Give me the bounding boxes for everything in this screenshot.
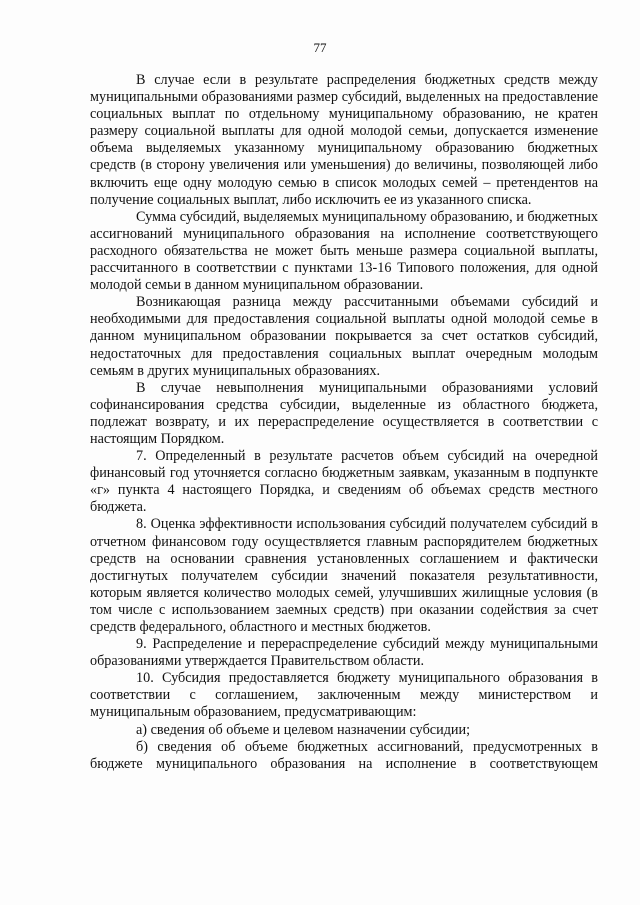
paragraph-item-10: 10. Субсидия предоставляется бюджету муниципального образования в соответствии с соглашением, заключенным между министерством и муниципальным образованием, предусматривающим: bbox=[90, 670, 598, 721]
subitem-b: б) сведения об объеме бюджетных ассигнований, предусмотренных в бюджете муниципального образования на исполнение в соответствующем bbox=[90, 738, 598, 772]
document-body bbox=[90, 72, 598, 773]
paragraph-difference-coverage: Возникающая разница между рассчитанными объемами субсидий и необходимыми для предоставления социальной выплаты одной молодой семье в данном муниципальном образовании покрывается за счет остатков субсидий, недостаточных для предоставления социальных выплат очередным молодым семьям в других муниципальных образованиях. bbox=[90, 294, 598, 379]
paragraph-non-fulfillment: В случае невыполнения муниципальными образованиями условий софинансирования средства субсидии, выделенные из областного бюджета, подлежат возврату, и их перераспределение осуществляется в соответствии с настоящим Порядком. bbox=[90, 379, 598, 447]
subitem-a: а) сведения об объеме и целевом назначении субсидии; bbox=[136, 721, 471, 738]
page-number: 77 bbox=[313, 40, 327, 55]
paragraph-item-7: 7. Определенный в результате расчетов объем субсидий на очередной финансовый год уточняется согласно бюджетным заявкам, указанным в подпункте «г» пункта 4 настоящего Порядка, и сведениям об объемах средств местного бюджета. bbox=[90, 448, 598, 516]
paragraph-item-8: 8. Оценка эффективности использования субсидий получателем субсидий в отчетном финансовом году осуществляется главным распорядителем бюджетных средств на основании сравнения установленных соглашением и фактически достигнутых получателем субсидии значений показателя результативности, которым является количество молодых семей, улучшивших жилищные условия (в том числе с использованием заемных средств) при оказании содействия за счет средств федерального, областного и местных бюджетов. bbox=[90, 516, 598, 635]
paragraph-redistribution-case: В случае если в результате распределения бюджетных средств между муниципальными образованиями размер субсидий, выделенных на предоставление социальных выплат по отдельному муниципальному образованию, не кратен размеру социальной выплаты для одной молодой семьи, допускается изменение объема выделяемых указанному муниципальному образованию бюджетных средств (в сторону увеличения или уменьшения) до величины, позволяющей либо включить еще одну молодую семью в список молодых семей – претендентов на получение социальных выплат, либо исключить ее из указанного списка. bbox=[90, 72, 598, 208]
paragraph-subsidy-sum: Сумма субсидий, выделяемых муниципальному образованию, и бюджетных ассигнований муниципального образования на исполнение соответствующего расходного обязательства не может быть меньше размера социальной выплаты, рассчитанного в соответствии с пунктами 13-16 Типового положения, для одной молодой семьи в данном муниципальном образовании. bbox=[90, 208, 598, 294]
paragraph-item-9: 9. Распределение и перераспределение субсидий между муниципальными образованиями утверждается Правительством области. bbox=[90, 636, 598, 670]
